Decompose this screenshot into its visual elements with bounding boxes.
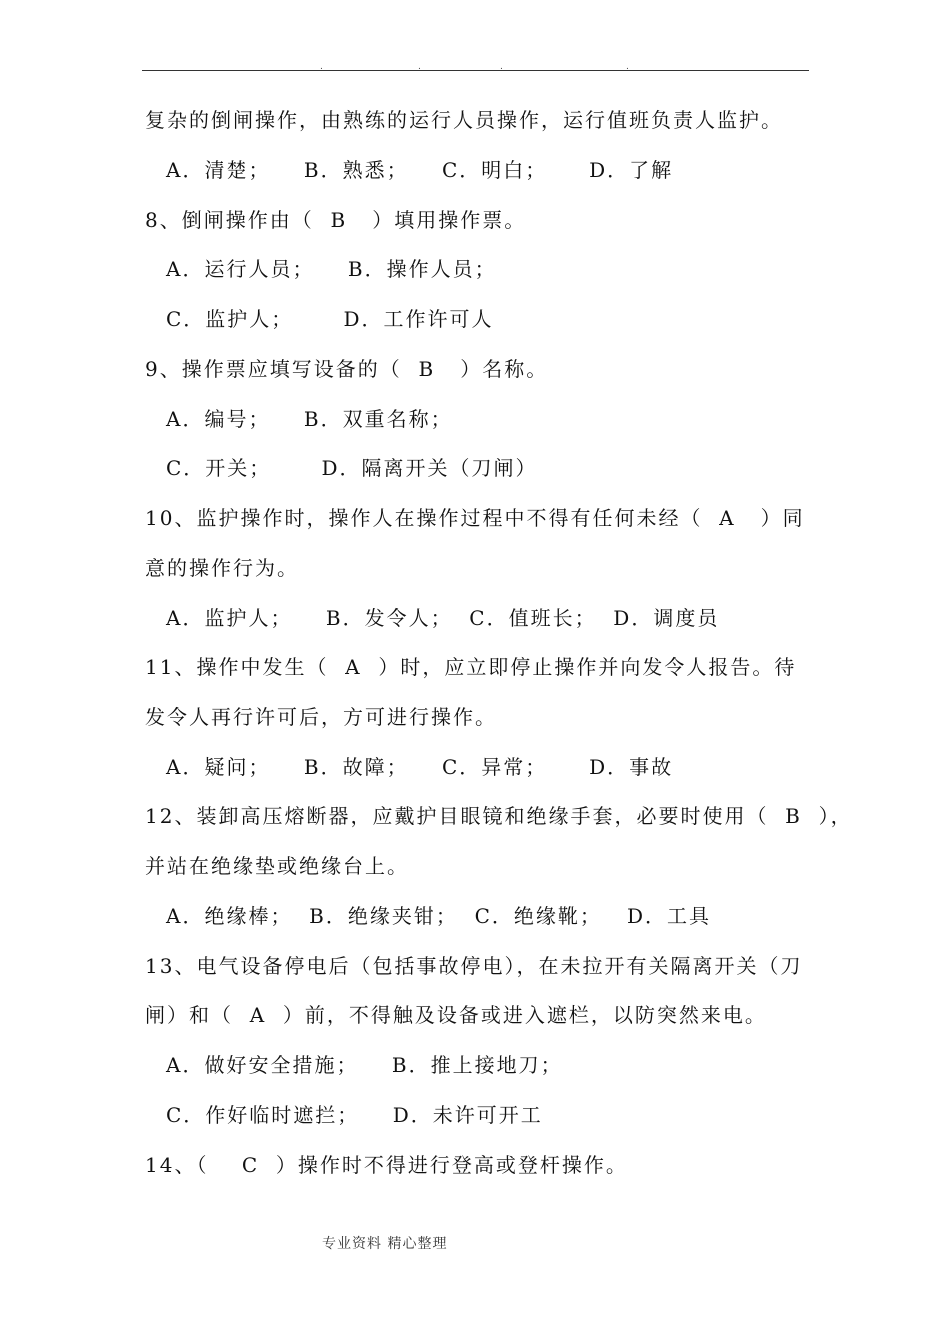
question-13: 13、电气设备停电后（包括事故停电），在未拉开有关隔离开关（刀 [145, 954, 803, 978]
question-7-options: A．清楚； B．熟悉； C．明白； D．了解 [166, 158, 674, 182]
question-9-options-row-1: A．编号； B．双重名称； [166, 407, 453, 431]
question-10: 10、监护操作时，操作人在操作过程中不得有任何未经（ A ）同 [145, 506, 805, 530]
header-dot: . [500, 62, 503, 72]
question-14: 14、（ C ）操作时不得进行登高或登杆操作。 [145, 1153, 628, 1177]
question-10-continuation: 意的操作行为。 [145, 556, 299, 580]
header-rule [142, 70, 809, 71]
question-13-options-row-1: A．做好安全措施； B．推上接地刀； [166, 1053, 563, 1077]
question-9-options-row-2: C．开关； D．隔离开关（刀闸） [166, 456, 538, 480]
question-12-continuation: 并站在绝缘垫或绝缘台上。 [145, 854, 409, 878]
question-11-continuation: 发令人再行许可后，方可进行操作。 [145, 705, 497, 729]
question-8-options-row-1: A．运行人员； B．操作人员； [166, 257, 497, 281]
question-12-options: A．绝缘棒； B．绝缘夹钳； C．绝缘靴； D．工具 [166, 904, 711, 928]
question-10-options: A．监护人； B．发令人； C．值班长； D．调度员 [166, 606, 720, 630]
header-dot: . [626, 62, 629, 72]
question-11-options: A．疑问； B．故障； C．异常； D．事故 [166, 755, 674, 779]
question-8: 8、倒闸操作由（ B ）填用操作票。 [145, 208, 527, 232]
question-9: 9、操作票应填写设备的（ B ）名称。 [145, 357, 549, 381]
question-13-options-row-2: C．作好临时遮拦； D．未许可开工 [166, 1103, 543, 1127]
question-12: 12、装卸高压熔断器，应戴护目眼镜和绝缘手套，必要时使用（ B ）， [145, 804, 853, 828]
question-7-continuation: 复杂的倒闸操作，由熟练的运行人员操作，运行值班负责人监护。 [145, 108, 783, 132]
page-footer: 专业资料 精心整理 [322, 1236, 448, 1252]
question-13-continuation: 闸）和（ A ）前，不得触及设备或进入遮栏，以防突然来电。 [145, 1003, 767, 1027]
header-dot: . [418, 62, 421, 72]
question-8-options-row-2: C．监护人； D．工作许可人 [166, 307, 494, 331]
header-dot: . [320, 62, 323, 72]
question-11: 11、操作中发生（ A ）时，应立即停止操作并向发令人报告。待 [145, 655, 797, 679]
